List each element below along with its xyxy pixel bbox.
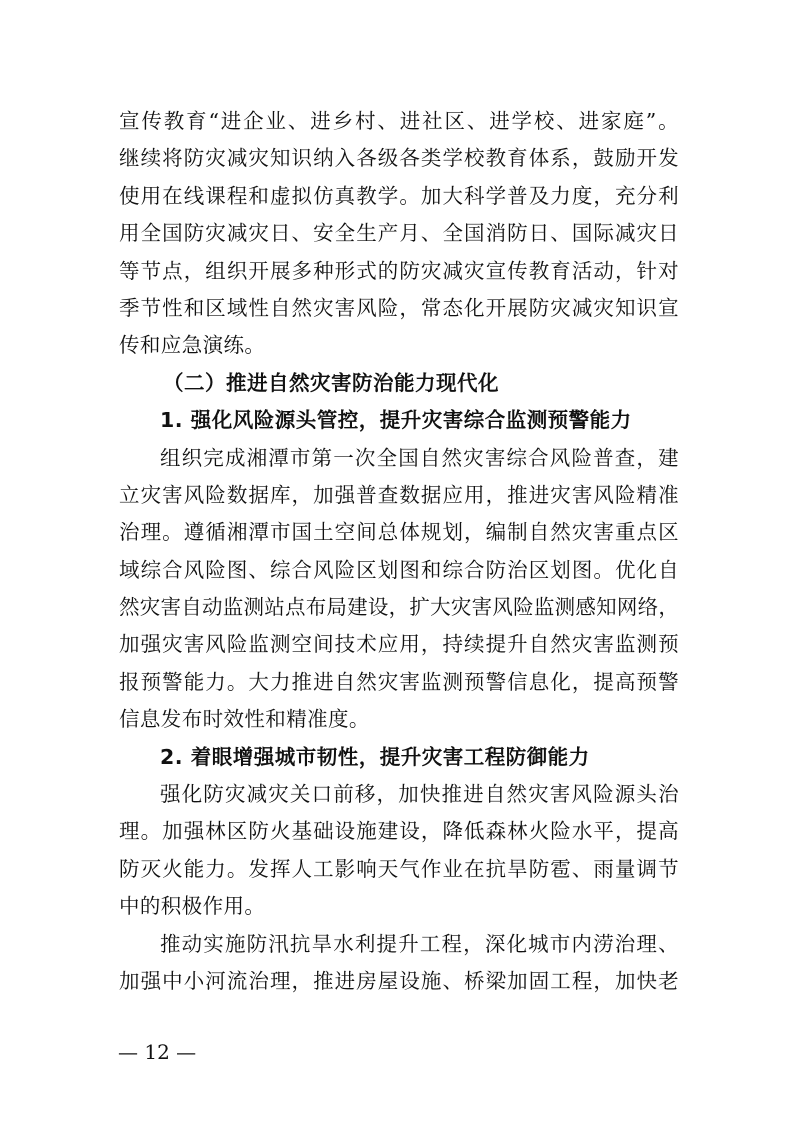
text-line: 信息发布时效性和精准度。	[119, 707, 370, 732]
text-line: 中的积极作用。	[119, 894, 266, 919]
text-line: 强化防灾减灾关口前移，加快推进自然灾害风险源头治	[160, 782, 679, 807]
text-line: 季节性和区域性自然灾害风险，常态化开展防灾减灾知识宣	[119, 295, 679, 320]
page-number: — 12 —	[118, 1040, 197, 1064]
text-line: 使用在线课程和虚拟仿真教学。加大科学普及力度，充分利	[119, 183, 679, 208]
text-line: 宣传教育“进企业、进乡村、进社区、进学校、进家庭”。	[119, 109, 679, 133]
subsection-heading: 1. 强化风险源头管控，提升灾害综合监测预警能力	[160, 408, 632, 433]
text-line: 等节点，组织开展多种形式的防灾减灾宣传教育活动，针对	[119, 258, 679, 283]
paragraph	[119, 926, 679, 1001]
text-line: 防灭火能力。发挥人工影响天气作业在抗旱防雹、雨量调节	[119, 856, 679, 881]
text-line: 域综合风险图、综合风险区划图和综合防治区划图。优化自	[119, 557, 679, 582]
text-line: 传和应急演练。	[119, 333, 266, 358]
text-line: 理。加强林区防火基础设施建设，降低森林火险水平，提高	[119, 819, 679, 844]
text-line: 继续将防灾减灾知识纳入各级各类学校教育体系，鼓励开发	[119, 146, 679, 171]
text-line: 然灾害自动监测站点布局建设，扩大灾害风险监测感知网络，	[119, 595, 679, 620]
paragraph	[119, 776, 679, 926]
section-heading: （二）推进自然灾害防治能力现代化	[163, 370, 499, 395]
text-line: 报预警能力。大力推进自然灾害监测预警信息化，提高预警	[119, 669, 679, 694]
text-line: 加强灾害风险监测空间技术应用，持续提升自然灾害监测预	[119, 632, 679, 657]
text-line: 立灾害风险数据库，加强普查数据应用，推进灾害风险精准	[119, 482, 679, 507]
body-text	[119, 103, 679, 1000]
text-line: 加强中小河流治理，推进房屋设施、桥梁加固工程，加快老	[119, 968, 679, 993]
text-line: 组织完成湘潭市第一次全国自然灾害综合风险普查，建	[160, 445, 679, 470]
paragraph	[119, 440, 679, 739]
text-line: 用全国防灾减灾日、安全生产月、全国消防日、国际减灾日	[119, 221, 679, 246]
text-line: 推动实施防汛抗旱水利提升工程，深化城市内涝治理、	[160, 931, 679, 956]
text-line: 治理。遵循湘潭市国土空间总体规划，编制自然灾害重点区	[119, 520, 679, 545]
subsection-heading: 2. 着眼增强城市韧性，提升灾害工程防御能力	[160, 744, 590, 769]
paragraph	[119, 103, 679, 365]
